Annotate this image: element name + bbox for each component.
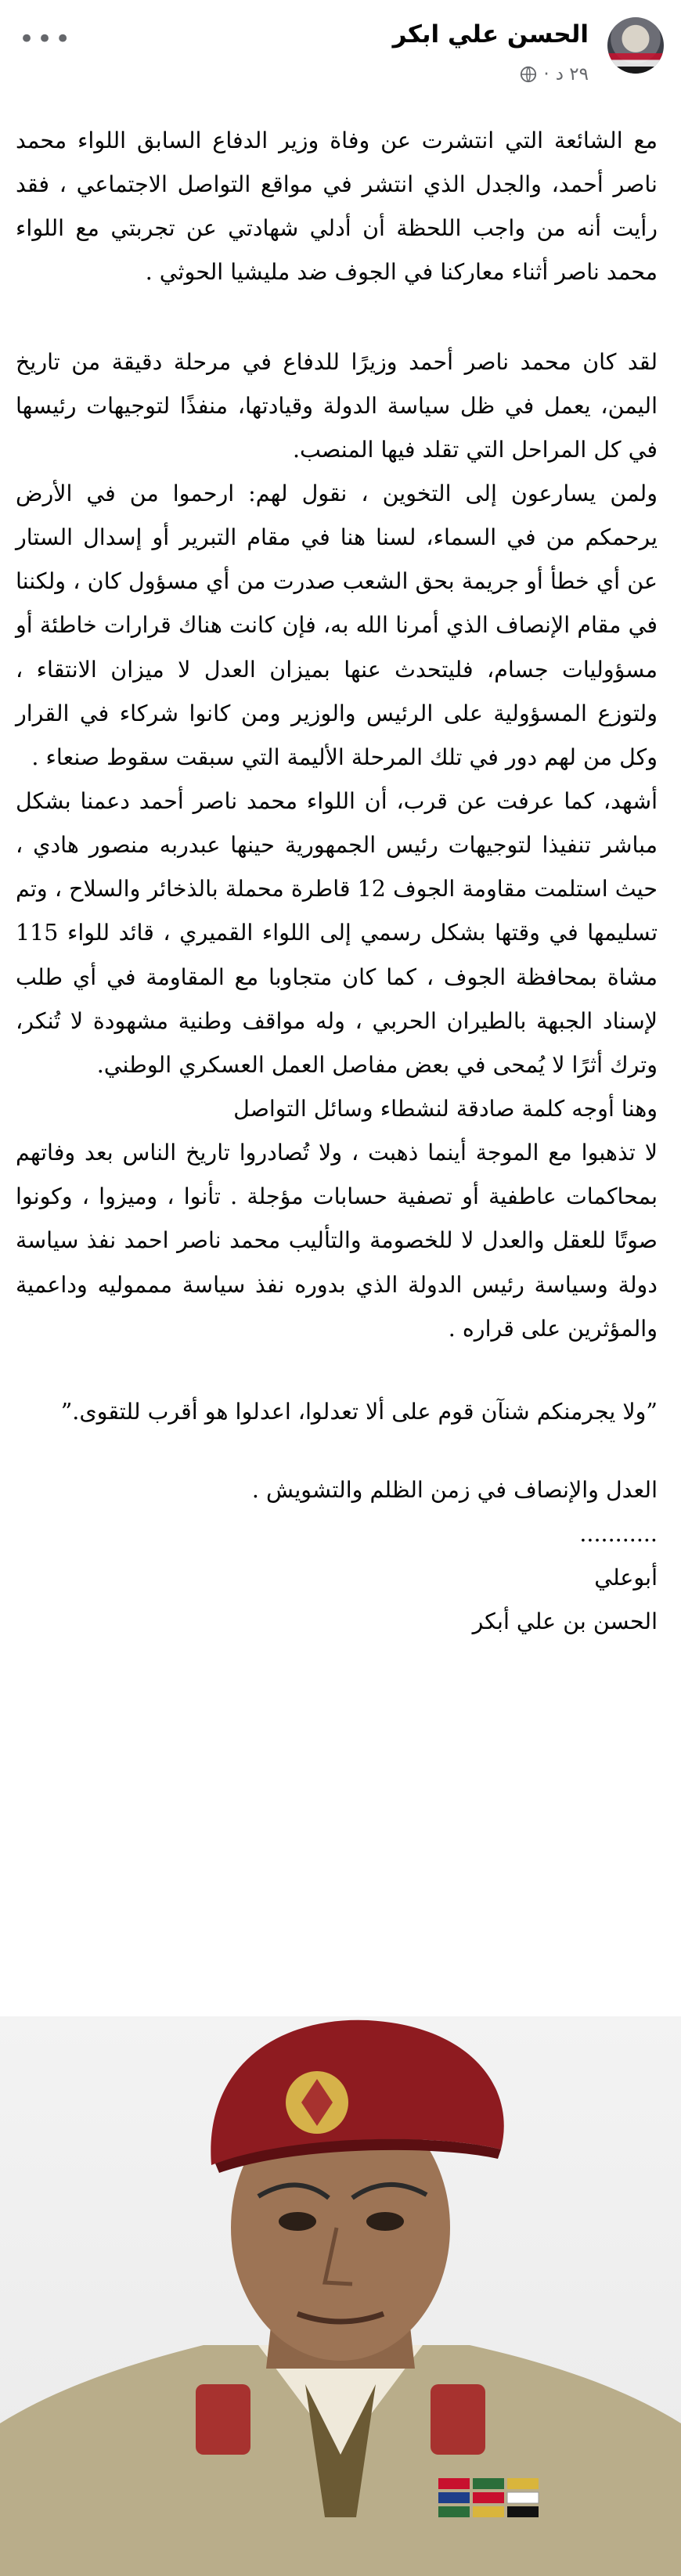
signature-nickname: أبوعلي	[594, 1565, 658, 1591]
signature-fullname: الحسن بن علي أبكر	[472, 1609, 658, 1635]
post-meta	[520, 64, 589, 85]
post-paragraph: ولمن يسارعون إلى التخوين ، نقول لهم: ارحموا من في الأرض يرحمكم من في السماء، لسنا هنا في مقام التبرير أو إسدال الستار عن أي خطأ أو جريمة بحق الشعب صدرت من أي مسؤول كان ، ولكننا في مقام الإنصاف الذي أمرنا الله به، فإن كانت هناك قرارات خاطئة أو مسؤوليات جسام، فليتحدث عنها بميزان العدل لا ميزان الانتقاء ، ولتوزع المسؤولية على الرئيس والوزير ومن كانوا شركاء في القرار وكل من لهم دور في تلك المرحلة الأليمة التي سبقت سقوط صنعاء .	[16, 480, 658, 770]
post-timestamp[interactable]: ٢٩ د	[555, 64, 589, 85]
globe-icon	[520, 66, 537, 83]
post-body	[16, 119, 658, 1645]
more-options-icon[interactable]: •••	[19, 23, 74, 55]
post-header	[0, 0, 681, 117]
post-paragraph: وهنا أوجه كلمة صادقة لنشطاء وسائل التواصل	[233, 1095, 658, 1122]
post-photo[interactable]	[0, 2016, 681, 2576]
quran-quote: ”ولا يجرمنكم شنآن قوم على ألا تعدلوا، اعدلوا هو أقرب للتقوى.”	[60, 1398, 658, 1425]
author-name[interactable]: الحسن علي ابكر	[392, 20, 589, 49]
post-paragraph: العدل والإنصاف في زمن الظلم والتشويش .	[251, 1476, 658, 1503]
post-paragraph: مع الشائعة التي انتشرت عن وفاة وزير الدفاع السابق اللواء محمد ناصر أحمد، والجدل الذي انتشر في مواقع التواصل الاجتماعي ، فقد رأيت أنه من واجب اللحظة أن أدلي شهادتي عن تجربتي مع اللواء محمد ناصر أثناء معاركنا في الجوف ضد مليشيا الحوثي .	[16, 128, 658, 286]
post-paragraph: أشهد، كما عرفت عن قرب، أن اللواء محمد ناصر أحمد دعمنا بشكل مباشر تنفيذا لتوجيهات رئيس الجمهورية حينها عبدربه منصور هادي ، حيث استلمت مقاومة الجوف 12 قاطرة محملة بالذخائر والسلاح ، وتم تسليمها في وقتها بشكل رسمي إلى اللواء القميري ، قائد للواء 115 مشاة بمحافظة الجوف ، كما كان متجاوبا مع المقاومة في أي طلب لإسناد الجبهة بالطيران الحربي ، وله مواقف وطنية مشهودة لا تُنكر، وترك أثرًا لا يُمحى في بعض مفاصل العمل العسكري الوطني.	[16, 787, 658, 1078]
ellipsis-line: ...........	[579, 1521, 658, 1547]
post-paragraph: لقد كان محمد ناصر أحمد وزيرًا للدفاع في مرحلة دقيقة من تاريخ اليمن، يعمل في ظل سياسة الدولة وقيادتها، منفذًا لتوجيهات رئيسها في كل المراحل التي تقلد فيها المنصب.	[16, 348, 658, 463]
meta-separator: ·	[543, 64, 549, 85]
author-avatar[interactable]	[607, 17, 664, 74]
officer-portrait	[0, 2016, 681, 2576]
post-paragraph: لا تذهبوا مع الموجة أينما ذهبت ، ولا تُصادروا تاريخ الناس بعد وفاتهم بمحاكمات عاطفية أو تصفية حسابات مؤجلة . تأنوا ، وميزوا ، وكونوا صوتًا للعقل والعدل لا للخصومة والتأليب محمد ناصر احمد نفذ سياسة دولة وسياسة رئيس الدولة الذي بدوره نفذ سياسة ممموليه وداعمية والمؤثرين على قراره .	[16, 1140, 658, 1342]
